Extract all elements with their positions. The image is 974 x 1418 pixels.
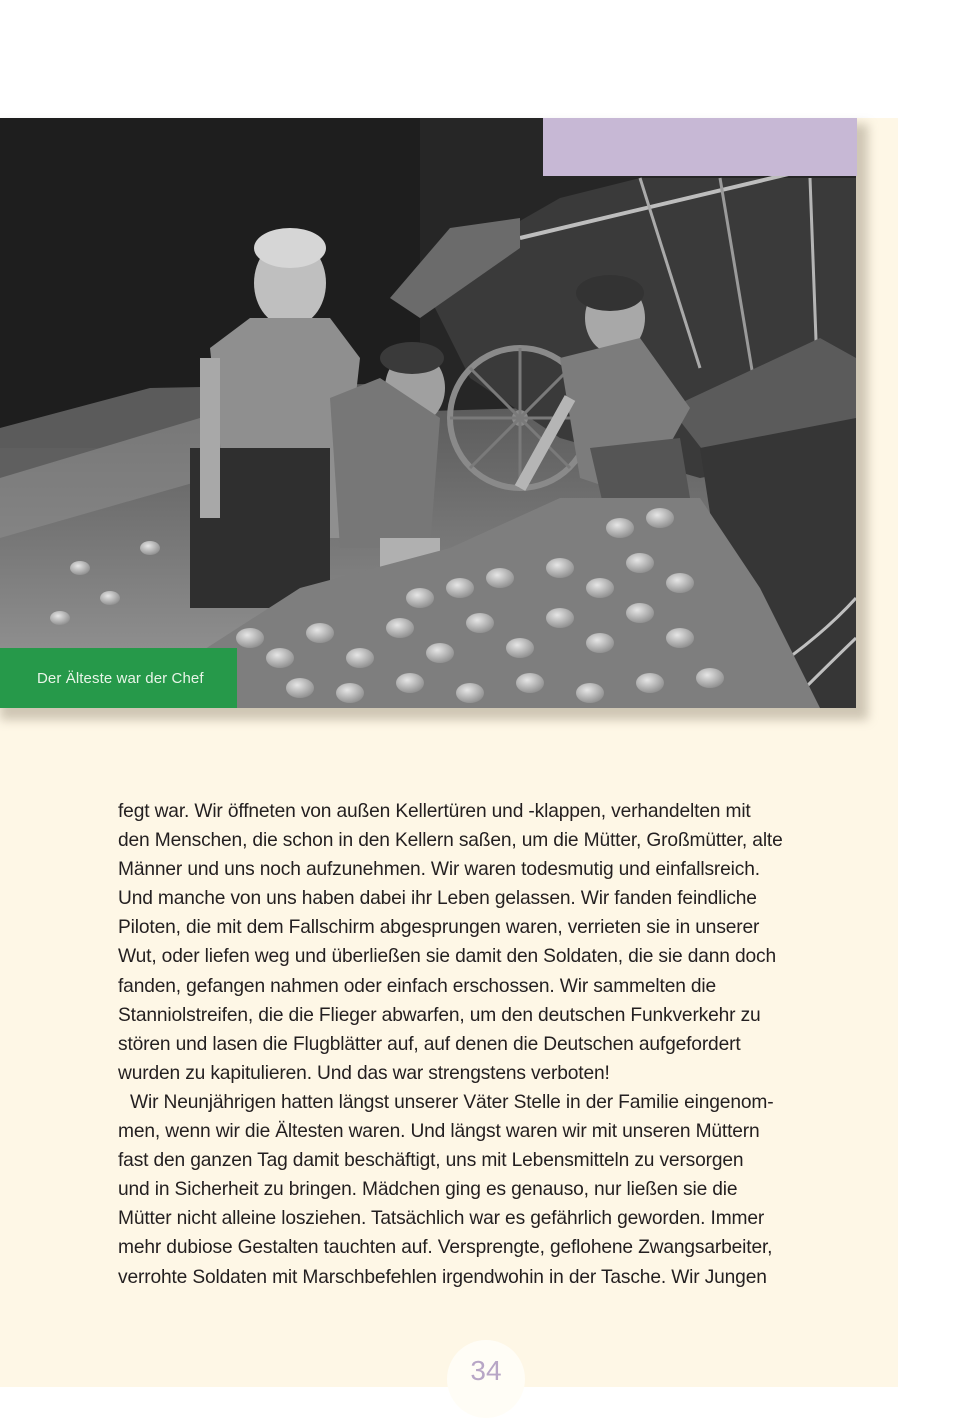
text-line: verrohte Soldaten mit Marschbefehlen irgendwohin in der Tasche. Wir Jungen <box>118 1266 767 1288</box>
text-line: Und manche von uns haben dabei ihr Leben gelassen. Wir fanden feindliche <box>118 888 757 910</box>
text-line: Mütter nicht alleine losziehen. Tatsächlich war es gefährlich geworden. Immer <box>118 1208 765 1230</box>
text-line: Männer und uns noch aufzunehmen. Wir waren todesmutig und einfallsreich. <box>118 859 760 881</box>
text-line: Wut, oder liefen weg und überließen sie damit den Soldaten, die sie dann doch <box>118 946 776 968</box>
historical-photo <box>0 118 856 708</box>
text-line: stören und lasen die Flugblätter auf, auf denen die Deutschen aufgefordert <box>118 1033 741 1055</box>
body-text <box>118 797 858 1292</box>
text-line: Piloten, die mit dem Fallschirm abgesprungen waren, verrieten sie in unserer <box>118 917 760 939</box>
page-number: 34 <box>470 1355 502 1386</box>
text-line: Stanniolstreifen, die die Flieger abwarfen, um den deutschen Funkverkehr zu <box>118 1004 761 1026</box>
chapter-tag-box <box>543 118 857 176</box>
text-line: men, wenn wir die Ältesten waren. Und längst waren wir mit unseren Müttern <box>118 1121 760 1143</box>
text-line: fast den ganzen Tag damit beschäftigt, uns mit Lebensmitteln zu versorgen <box>118 1150 744 1172</box>
text-line: fanden, gefangen nahmen oder einfach erschossen. Wir sammelten die <box>118 975 717 997</box>
paragraph-2 <box>118 1088 858 1292</box>
paragraph-1 <box>118 797 858 1088</box>
photo-illustration <box>0 118 856 708</box>
text-line: fegt war. Wir öffneten von außen Kellertüren und -klappen, verhandelten mit <box>118 801 751 822</box>
text-line: den Menschen, die schon in den Kellern saßen, um die Mütter, Großmütter, alte <box>118 830 783 852</box>
photo-caption-box <box>0 648 237 708</box>
text-line: Wir Neunjährigen hatten längst unserer Väter Stelle in der Familie eingenom- <box>130 1091 774 1113</box>
text-line: wurden zu kapitulieren. Und das war strengstens verboten! <box>118 1062 610 1084</box>
photo-caption: Der Älteste war der Chef <box>37 669 204 687</box>
text-line: mehr dubiose Gestalten tauchten auf. Versprengte, geflohene Zwangsarbeiter, <box>118 1237 773 1259</box>
text-line: und in Sicherheit zu bringen. Mädchen ging es genauso, nur ließen sie die <box>118 1179 738 1201</box>
